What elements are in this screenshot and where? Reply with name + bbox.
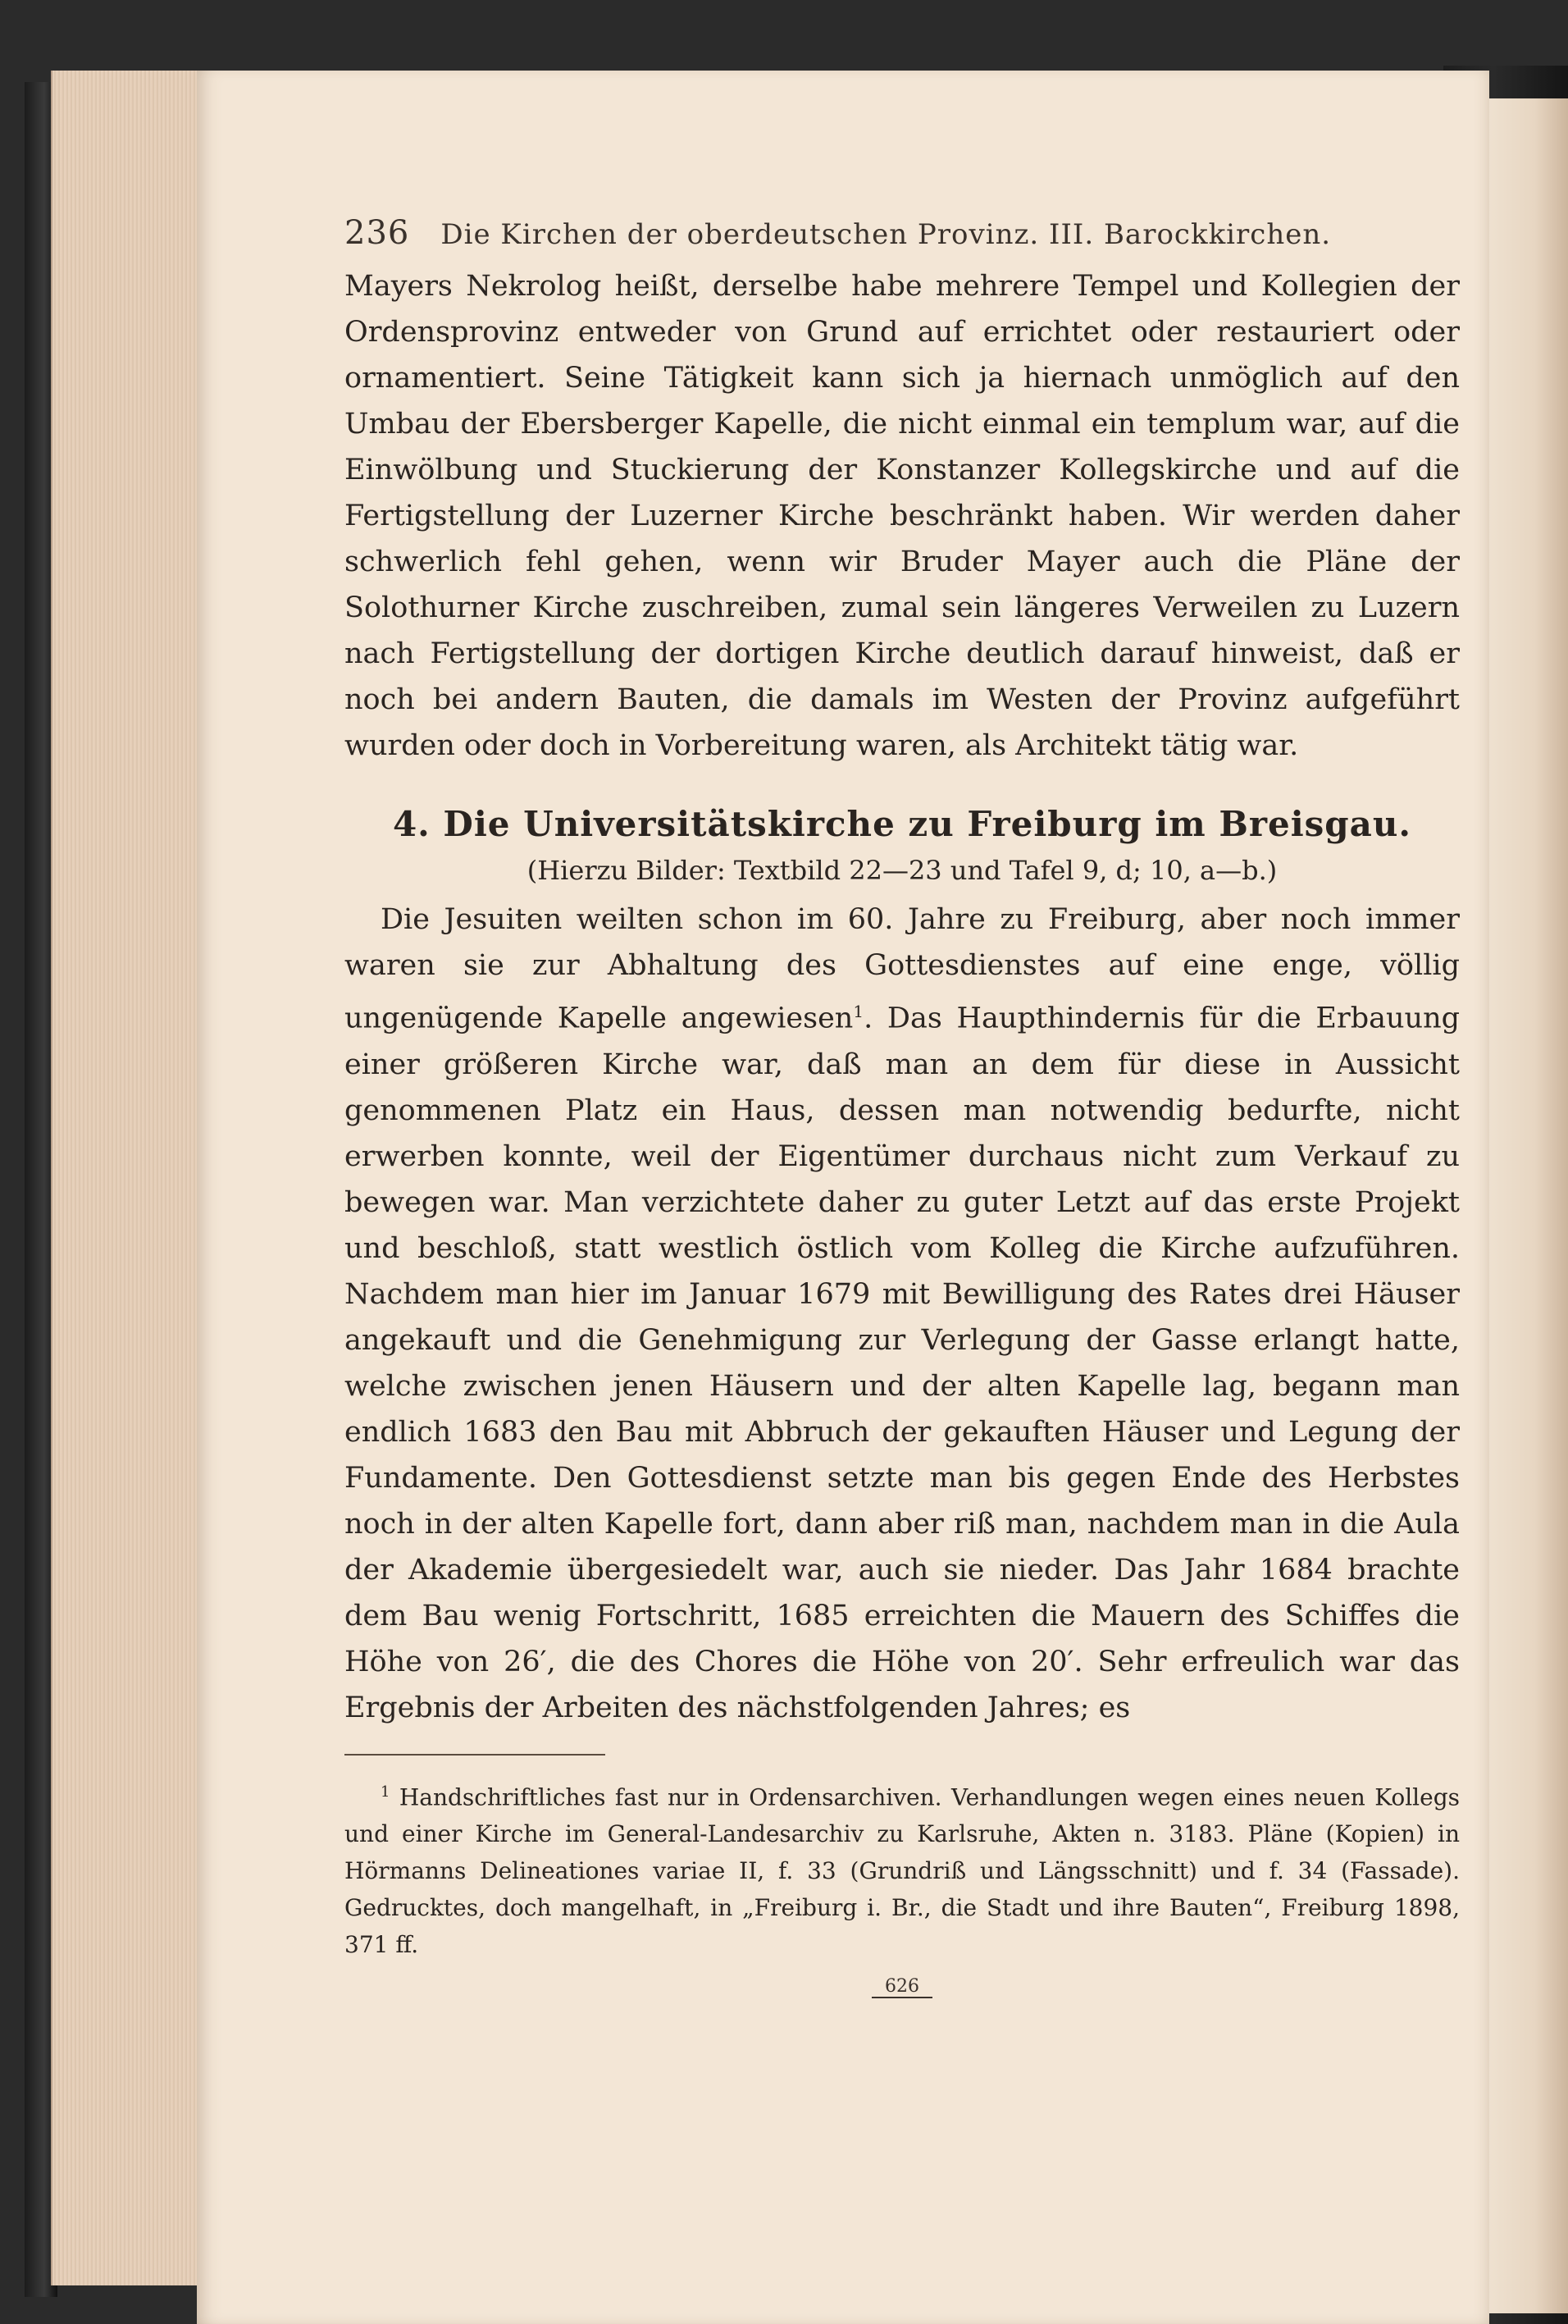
section-heading: 4. Die Universitätskirche zu Freiburg im Breisgau.	[392, 804, 1412, 844]
footnote	[344, 1774, 1460, 1963]
paragraph-text: . Das Haupthindernis für die Erbauung einer größeren Kirche war, daß man an dem für diese in Aussicht genommenen Platz ein Haus, dessen man notwendig bedurfte, nicht erwerben konnte, weil der Eigentümer durchaus nicht zum Verkauf zu bewegen war. Man verzichtete daher zu guter Letzt auf das erste Projekt und beschloß, statt westlich östlich vom Kolleg die Kirche aufzuführen. Nachdem man hier im Januar 1679 mit Bewilligung des Rates drei Häuser angekauft und die Genehmigung zur Verlegung der Gasse erlangt hatte, welche zwischen jenen Häusern und der alten Kapelle lag, begann man endlich 1683 den Bau mit Abbruch der gekauften Häuser und Legung der Fundamente. Den Gottesdienst setzte man bis gegen Ende des Herbstes noch in der alten Kapelle fort, dann aber riß man, nachdem man in die Aula der Akademie übergesiedelt war, auch sie nieder. Das Jahr 1684 brachte dem Bau wenig Fortschritt, 1685 erreichten die Mauern des Schiffes die Höhe von 26′, die des Chores die Höhe von 20′. Sehr erfreulich war das Ergebnis der Arbeiten des nächstfolgenden Jahres; es	[344, 1002, 1461, 1724]
section-figure-note: (Hierzu Bilder: Textbild 22—23 und Tafel 9, d; 10, a—b.)	[526, 855, 1278, 886]
footnote-marker: 1	[381, 1783, 390, 1801]
page-number: 236	[344, 214, 410, 252]
body-text	[344, 263, 1460, 1731]
folio	[344, 1976, 1460, 1997]
footnote-divider	[344, 1754, 605, 1756]
footnote-text: Handschriftliches fast nur in Ordensarchiven. Verhandlungen wegen eines neuen Kollegs und einer Kirche im General-Landesarchiv zu Karlsruhe, Akten n. 3183. Pläne (Kopien) in Hörmanns Delineationes variae II, f. 33 (Grundriß und Längsschnitt) und f. 34 (Fassade). Gedrucktes, doch mangelhaft, in „Freiburg i. Br., die Stadt und ihre Bauten“, Freiburg 1898, 371 ff.	[344, 1783, 1460, 1958]
book-page	[197, 71, 1489, 2324]
paragraph: Mayers Nekrolog heißt, derselbe habe mehrere Tempel und Kollegien der Ordensprovinz entweder von Grund auf errichtet oder restauriert oder ornamentiert. Seine Tätigkeit kann sich ja hiernach unmöglich auf den Umbau der Ebersberger Kapelle, die nicht einmal ein templum war, auf die Einwölbung und Stuckierung der Konstanzer Kollegskirche und auf die Fertigstellung der Luzerner Kirche beschränkt haben. Wir werden daher schwerlich fehl gehen, wenn wir Bruder Mayer auch die Pläne der Solothurner Kirche zuschreiben, zumal sein längeres Verweilen zu Luzern nach Fertigstellung der dortigen Kirche deutlich darauf hinweist, daß er noch bei andern Bauten, die damals im Westen der Provinz aufgeführt wurden oder doch in Vorbereitung waren, als Architekt tätig war.	[344, 270, 1460, 762]
paragraph-text: Die Jesuiten weilten schon im 60. Jahre zu Freiburg, aber noch immer waren sie zur Abhaltung des Gottesdienstes auf eine enge, völlig ungenügende Kapelle angewiesen	[344, 903, 1460, 1035]
running-title: Die Kirchen der oberdeutschen Provinz. III. Barockkirchen.	[440, 218, 1332, 251]
page-stack-edge	[51, 71, 202, 2285]
footnote-reference: 1	[853, 1002, 864, 1021]
page-content	[344, 214, 1460, 1997]
running-header	[344, 214, 1460, 263]
folio-number: 626	[872, 1976, 932, 1998]
footnotes	[344, 1774, 1460, 1963]
paragraph	[344, 897, 1460, 1731]
adjacent-page-edge	[1484, 98, 1568, 2313]
